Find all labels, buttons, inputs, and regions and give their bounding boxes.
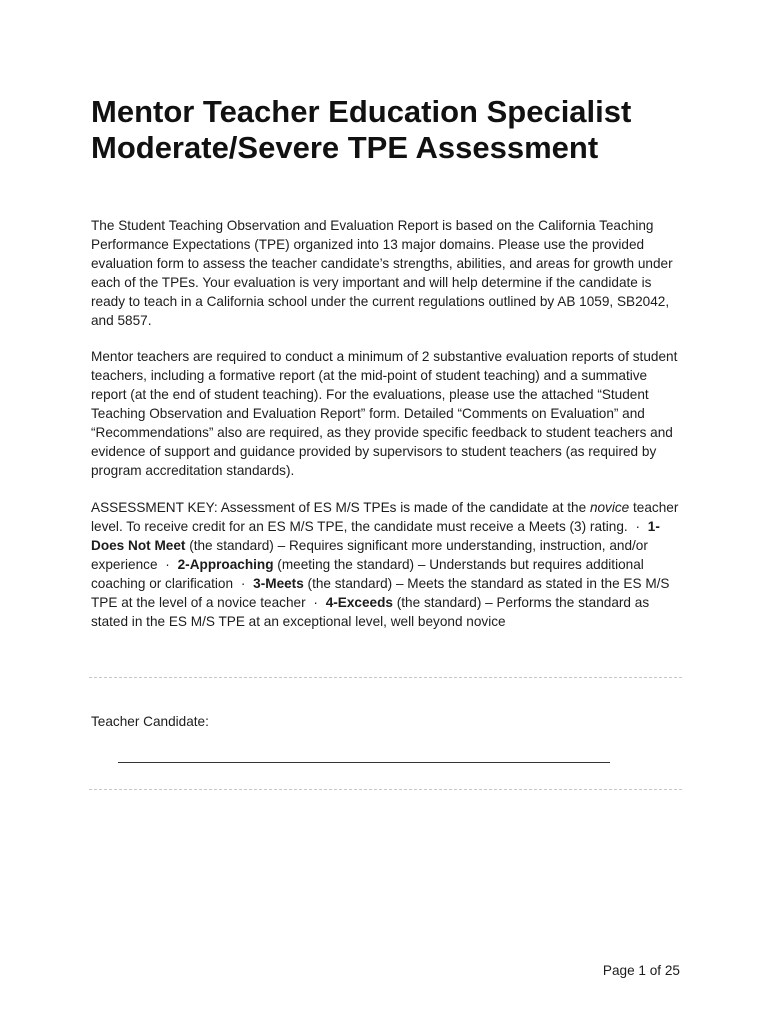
rating-2-label: 2-Approaching <box>177 557 274 572</box>
page-number: Page 1 of 25 <box>602 963 680 978</box>
rating-1-label: 1-Does Not Meet <box>91 519 660 553</box>
separator-dot: · <box>635 519 641 534</box>
assessment-key-novice: novice <box>589 500 630 515</box>
title-line-1: Mentor Teacher Education Specialist <box>91 94 632 129</box>
rating-4-label: 4-Exceeds <box>325 595 393 610</box>
rating-4-description: (the standard) – Performs the standard as stated in the ES M/S TPE at an exceptional level, well beyond novice <box>91 595 650 629</box>
separator-dot: · <box>240 576 246 591</box>
section-divider <box>89 789 682 790</box>
title-line-2: Moderate/Severe TPE Assessment <box>91 130 599 165</box>
teacher-candidate-label: Teacher Candidate: <box>91 714 209 729</box>
separator-dot: · <box>313 595 318 610</box>
rating-3-label: 3-Meets <box>253 576 304 591</box>
separator-dot: · <box>165 557 170 572</box>
section-divider <box>89 677 682 678</box>
page-title <box>91 94 691 166</box>
assessment-key-intro-end: teacher level. To receive credit for an ES M/S TPE, the candidate must receive a Meets (3) rating. <box>91 500 679 534</box>
assessment-key-paragraph <box>91 498 683 631</box>
requirements-paragraph: Mentor teachers are required to conduct a minimum of 2 substantive evaluation reports of student teachers, including a formative report (at the mid-point of student teaching) and a summative report (at the end of student teaching). For the evaluations, please use the attached “Student Teaching Observation and Evaluation Report” form. Detailed “Comments on Evaluation” and “Recommendations” also are required, as they provide specific feedback to student teachers and evidence of support and guidance provided by supervisors to student teachers (as required by program accreditation standards). <box>91 349 678 478</box>
rating-2-description: (meeting the standard) – Understands but requires additional coaching or clarification <box>91 557 644 591</box>
intro-paragraph: The Student Teaching Observation and Evaluation Report is based on the California Teaching Performance Expectations (TPE) organized into 13 major domains. Please use the provided evaluation form to assess the teacher candidate’s strengths, abilities, and areas for growth under each of the TPEs. Your evaluation is very important and will help determine if the candidate is ready to teach in a California school under the current regulations outlined by AB 1059, SB2042, and 5857. <box>91 218 673 328</box>
rating-3-description: (the standard) – Meets the standard as stated in the ES M/S TPE at the level of a novice teacher <box>91 576 670 610</box>
teacher-candidate-signature-line[interactable] <box>118 762 610 763</box>
assessment-key-intro: ASSESSMENT KEY: Assessment of ES M/S TPEs is made of the candidate at the <box>91 500 590 515</box>
rating-1-description: (the standard) – Requires significant more understanding, instruction, and/or experience <box>91 538 648 572</box>
